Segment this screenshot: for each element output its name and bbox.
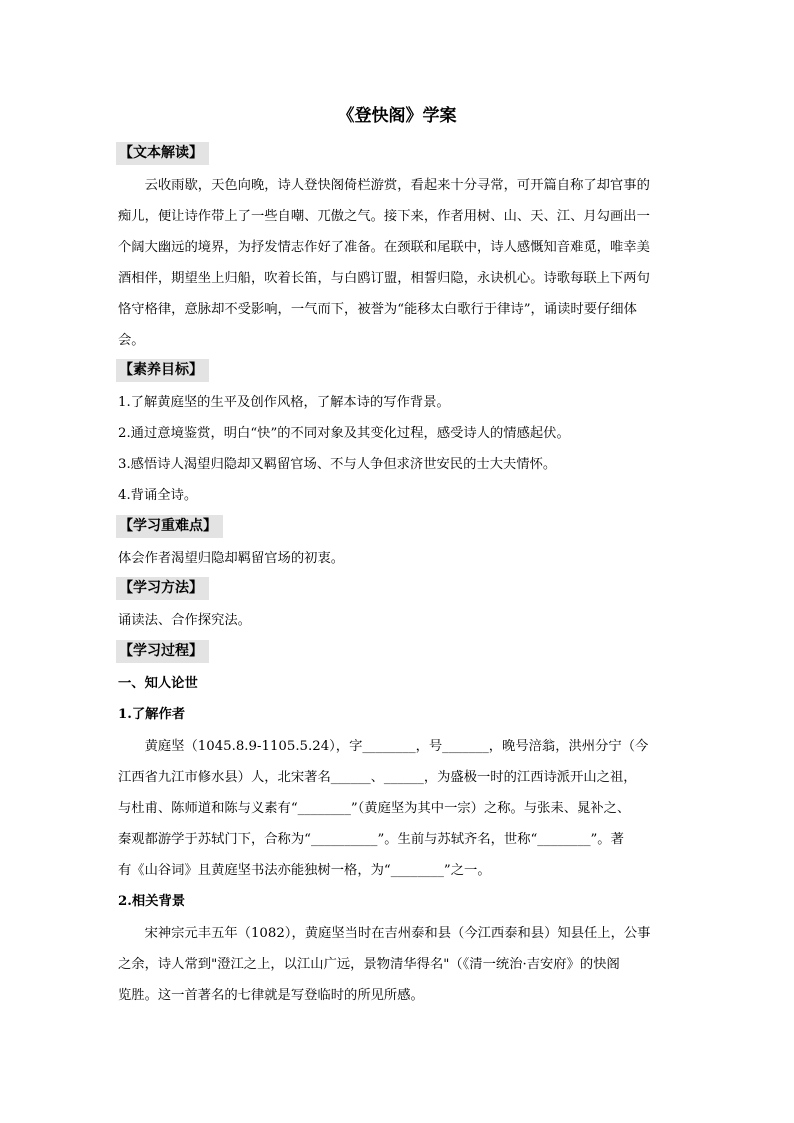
paragraph-line: 有《山谷词》且黄庭坚书法亦能独树一格，为“________”之一。 [118,863,491,878]
paragraph-line: 会。 [118,333,145,348]
background-paragraph [118,918,678,1011]
author-fill-in-paragraph [118,731,678,886]
goal-item: 1.了解黄庭坚的生平及创作风格，了解本诗的写作背景。 [118,395,450,410]
paragraph-line: 览胜。这一首著名的七律就是写登临时的所见所感。 [118,988,424,1003]
section-heading-methods: 【学习方法】 [116,577,209,600]
goal-item: 3.感悟诗人渴望归隐却又羁留官场、不与人争但求济世安民的士大夫情怀。 [118,457,557,472]
section-heading-text-reading: 【文本解读】 [116,142,209,165]
paragraph-line: 江西省九江市修水县）人，北宋著名______、______，为盛极一时的江西诗派开山之祖， [118,770,637,785]
paragraph-line: 黄庭坚（1045.8.9-1105.5.24），字________，号_______，晚号涪翁，洪州分宁（今 [118,739,649,754]
methods-text: 诵读法、合作探究法。 [118,613,251,628]
subheading-author: 1.了解作者 [118,707,186,722]
text-reading-paragraph [118,170,678,356]
paragraph-line: 与杜甫、陈师道和陈与义素有“________”（黄庭坚为其中一宗）之称。与张耒、晁补之、 [118,801,631,816]
section-heading-process: 【学习过程】 [116,640,209,663]
paragraph-line: 痴儿，便让诗作带上了一些自嘲、兀傲之气。接下来，作者用树、山、天、江、月勾画出一 [118,209,650,224]
paragraph-line: 恪守格律，意脉却不受影响，一气而下，被誉为“能移太白歌行于律诗”，诵读时要仔细体 [118,302,637,317]
document-title: 《登快阁》学案 [337,106,457,126]
section-heading-key-points: 【学习重难点】 [116,515,223,538]
paragraph-line: 之余，诗人常到"澄江之上，以江山广远，景物清华得名"（《清一统治·吉安府》的快阁 [118,957,620,972]
subheading-background: 2.相关背景 [118,894,186,909]
goal-item: 2.通过意境鉴赏，明白“快”的不同对象及其变化过程，感受诗人的情感起伏。 [118,426,570,441]
goal-item: 4.背诵全诗。 [118,488,198,503]
paragraph-line: 宋神宗元丰五年（1082），黄庭坚当时在吉州泰和县（今江西泰和县）知县任上，公事 [118,926,651,941]
paragraph-line: 个阔大幽远的境界，为抒发情志作好了准备。在颈联和尾联中，诗人感慨知音难觅，唯幸美 [118,240,650,255]
part-heading: 一、知人论世 [118,676,198,691]
key-points-text: 体会作者渴望归隐却羁留官场的初衷。 [118,551,345,566]
paragraph-line: 酒相伴，期望坐上归船，吹着长笛，与白鸥订盟，相誓归隐，永诀机心。诗歌每联上下两句 [118,271,650,286]
paragraph-line: 云收雨歇，天色向晚，诗人登快阁倚栏游赏，看起来十分寻常，可开篇自称了却官事的 [118,178,650,193]
paragraph-line: 秦观都游学于苏轼门下，合称为“__________”。生前与苏轼齐名，世称“________”。著 [118,832,624,847]
section-heading-literacy-goals: 【素养目标】 [116,359,209,382]
